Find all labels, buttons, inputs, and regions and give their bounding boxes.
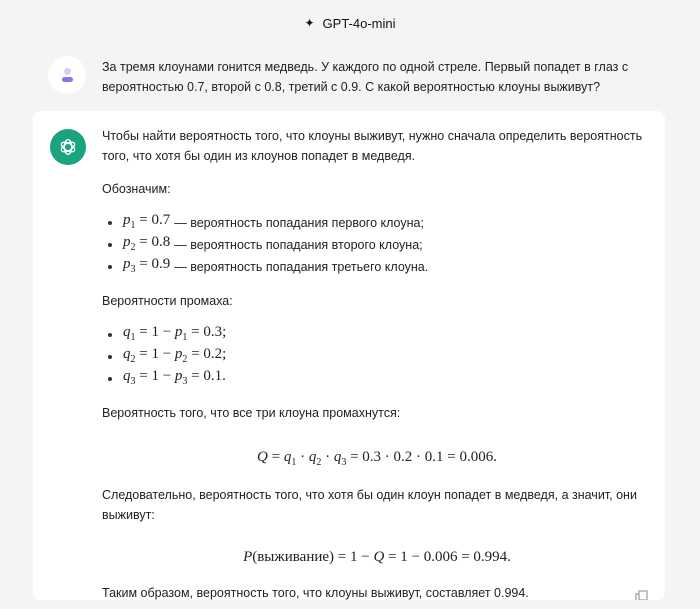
user-message	[48, 56, 668, 97]
list-item: $q_1 = 1 - p_1 = 0.3$;	[108, 324, 652, 346]
formula-q: $Q = q_1 \cdot q_2 \cdot q_3 = 0.3 \cdot 0.2 \cdot 0.1 = 0.006$.	[257, 449, 497, 468]
list-item: $q_3 = 1 - p_3 = 0.1$.	[108, 368, 652, 390]
user-message-text: За тремя клоунами гонится медведь. У каждого по одной стреле. Первый попадет в глаз с вероятностью 0.7, второй с 0.8, третий с 0.9. С какой вероятностью клоуны выживут?	[102, 60, 629, 94]
chat-header	[0, 0, 700, 46]
intro-text: Чтобы найти вероятность того, что клоуны выживут, нужно сначала определить вероятность того, что хотя бы один из клоунов попадет в медведя.	[102, 129, 643, 163]
list-item: $p_2 = 0.8$ — вероятность попадания второго клоуна;	[108, 234, 652, 256]
user-icon-body	[62, 77, 73, 82]
model-name[interactable]: GPT-4o-mini	[322, 15, 396, 31]
assistant-message-card	[33, 111, 665, 600]
formula-p: P(выживание) = 1 − Q = 1 − 0.006 = 0.994.	[243, 549, 511, 565]
miss-label: Вероятности промаха:	[102, 294, 233, 308]
list-item: $q_2 = 1 - p_2 = 0.2$;	[108, 346, 652, 368]
user-avatar	[48, 56, 86, 94]
sparkles-icon: ✦	[304, 16, 315, 30]
notation-label: Обозначим:	[102, 182, 171, 196]
hit-probability-list	[102, 212, 652, 278]
all-miss-label: Вероятность того, что все три клоуна промахнутся:	[102, 406, 401, 420]
consequence-text: Следовательно, вероятность того, что хотя бы один клоун попадет в медведя, а значит, они выживут:	[102, 488, 637, 522]
openai-logo-icon	[57, 136, 79, 158]
miss-probability-list	[102, 324, 652, 390]
list-item: $p_3 = 0.9$ — вероятность попадания третьего клоуна.	[108, 256, 652, 278]
assistant-message-content	[102, 126, 652, 603]
list-item: $p_1 = 0.7$ — вероятность попадания первого клоуна;	[108, 212, 652, 234]
copy-icon[interactable]	[635, 590, 649, 600]
user-icon	[64, 68, 71, 75]
assistant-avatar	[50, 129, 86, 165]
conclusion-text: Таким образом, вероятность того, что клоуны выживут, составляет 0.994.	[102, 586, 529, 600]
